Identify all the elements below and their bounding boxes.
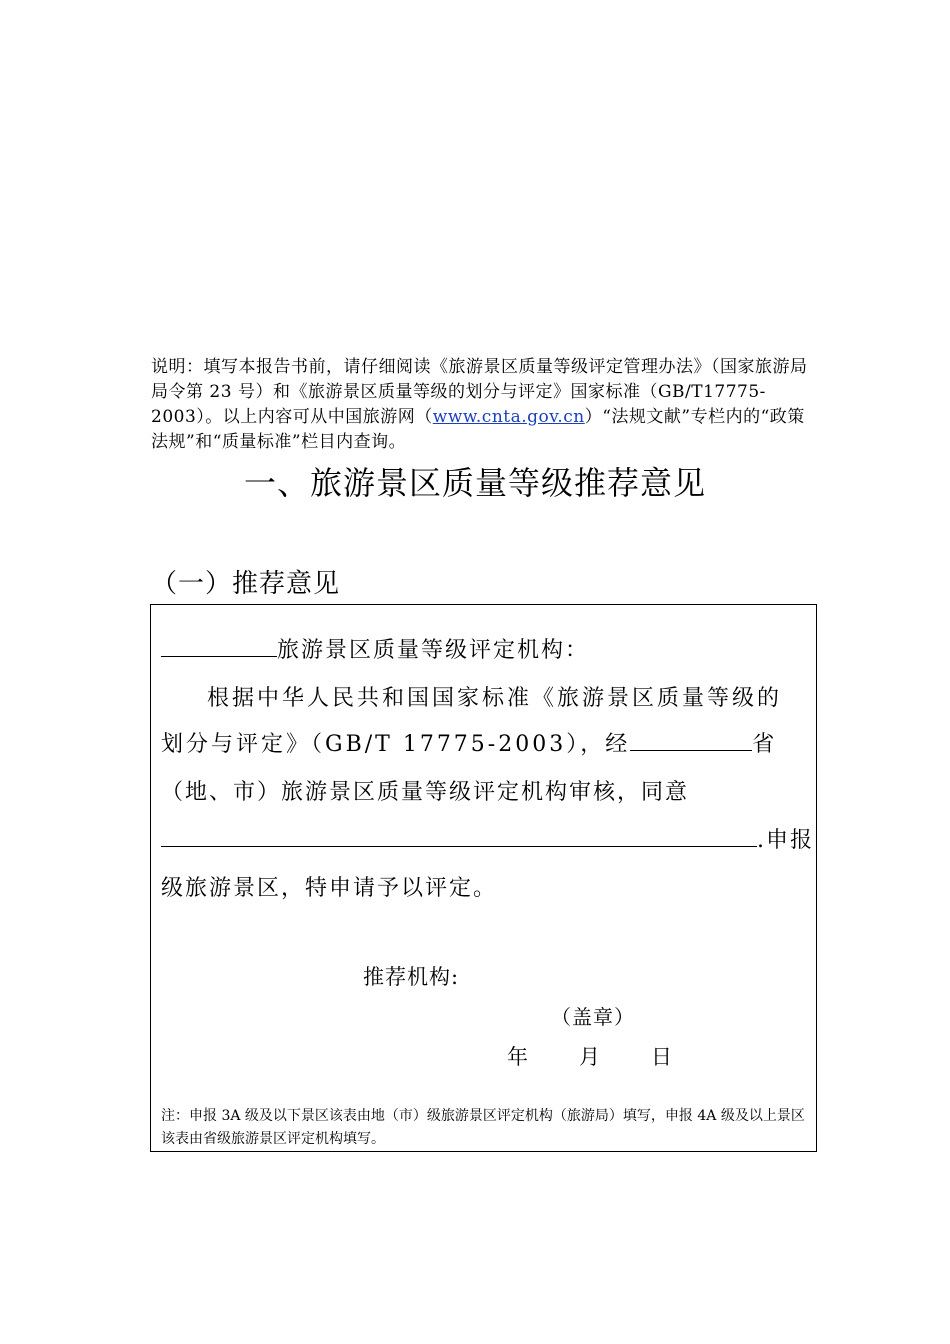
date-month: 月: [579, 1045, 600, 1069]
scenic-area-blank[interactable]: [161, 826, 757, 847]
recommending-org-label: 推荐机构:: [363, 965, 460, 989]
cnta-link[interactable]: www.cnta.gov.cn: [432, 407, 585, 427]
date-line: [507, 1041, 672, 1071]
page-title: 一、旅游景区质量等级推荐意见: [243, 464, 706, 502]
form-line-5: [161, 823, 814, 854]
footnote: 注：申报 3A 级及以下景区该表由地（市）级旅游景区评定机构（旅游局）填写，申报 4A 级及以上景区该表由省级旅游景区评定机构填写。: [161, 1108, 805, 1147]
date-year: 年: [507, 1045, 528, 1069]
standard-text: 划分与评定》（GB/T 17775-2003），经: [161, 732, 631, 757]
recommendation-form: [150, 604, 817, 1152]
intro-text-end: ）“法规文献”专栏内的“政策法规”和“质量标准”栏目内查询。: [151, 407, 805, 452]
intro-paragraph: [151, 355, 811, 455]
section-title: （一）推荐意见: [151, 569, 341, 599]
date-day: 日: [651, 1045, 672, 1069]
form-line-2: 根据中华人民共和国国家标准《旅游景区质量等级的: [207, 686, 783, 711]
institution-label: 旅游景区质量等级评定机构：: [277, 638, 590, 663]
form-line-6: 级旅游景区，特申请予以评定。: [161, 876, 498, 901]
seal-label: （盖章）: [551, 1005, 635, 1029]
intro-text-start: 说明：填写本报告书前，请仔细阅读《旅游景区质量等级评定管理办法》（国家旅游局局令第 23 号）和《旅游景区质量等级的划分与评定》国家标准（GB/T17775-2003）。以上内容可从中国旅游网（: [151, 357, 808, 427]
institution-blank[interactable]: [161, 636, 277, 657]
province-blank[interactable]: [630, 730, 752, 751]
form-line-1: [161, 633, 589, 664]
form-line-4: （地、市）旅游景区质量等级评定机构审核，同意: [161, 780, 690, 805]
form-line-3: [161, 727, 777, 758]
province-label: 省: [752, 732, 778, 757]
apply-label: .申报: [757, 828, 814, 853]
